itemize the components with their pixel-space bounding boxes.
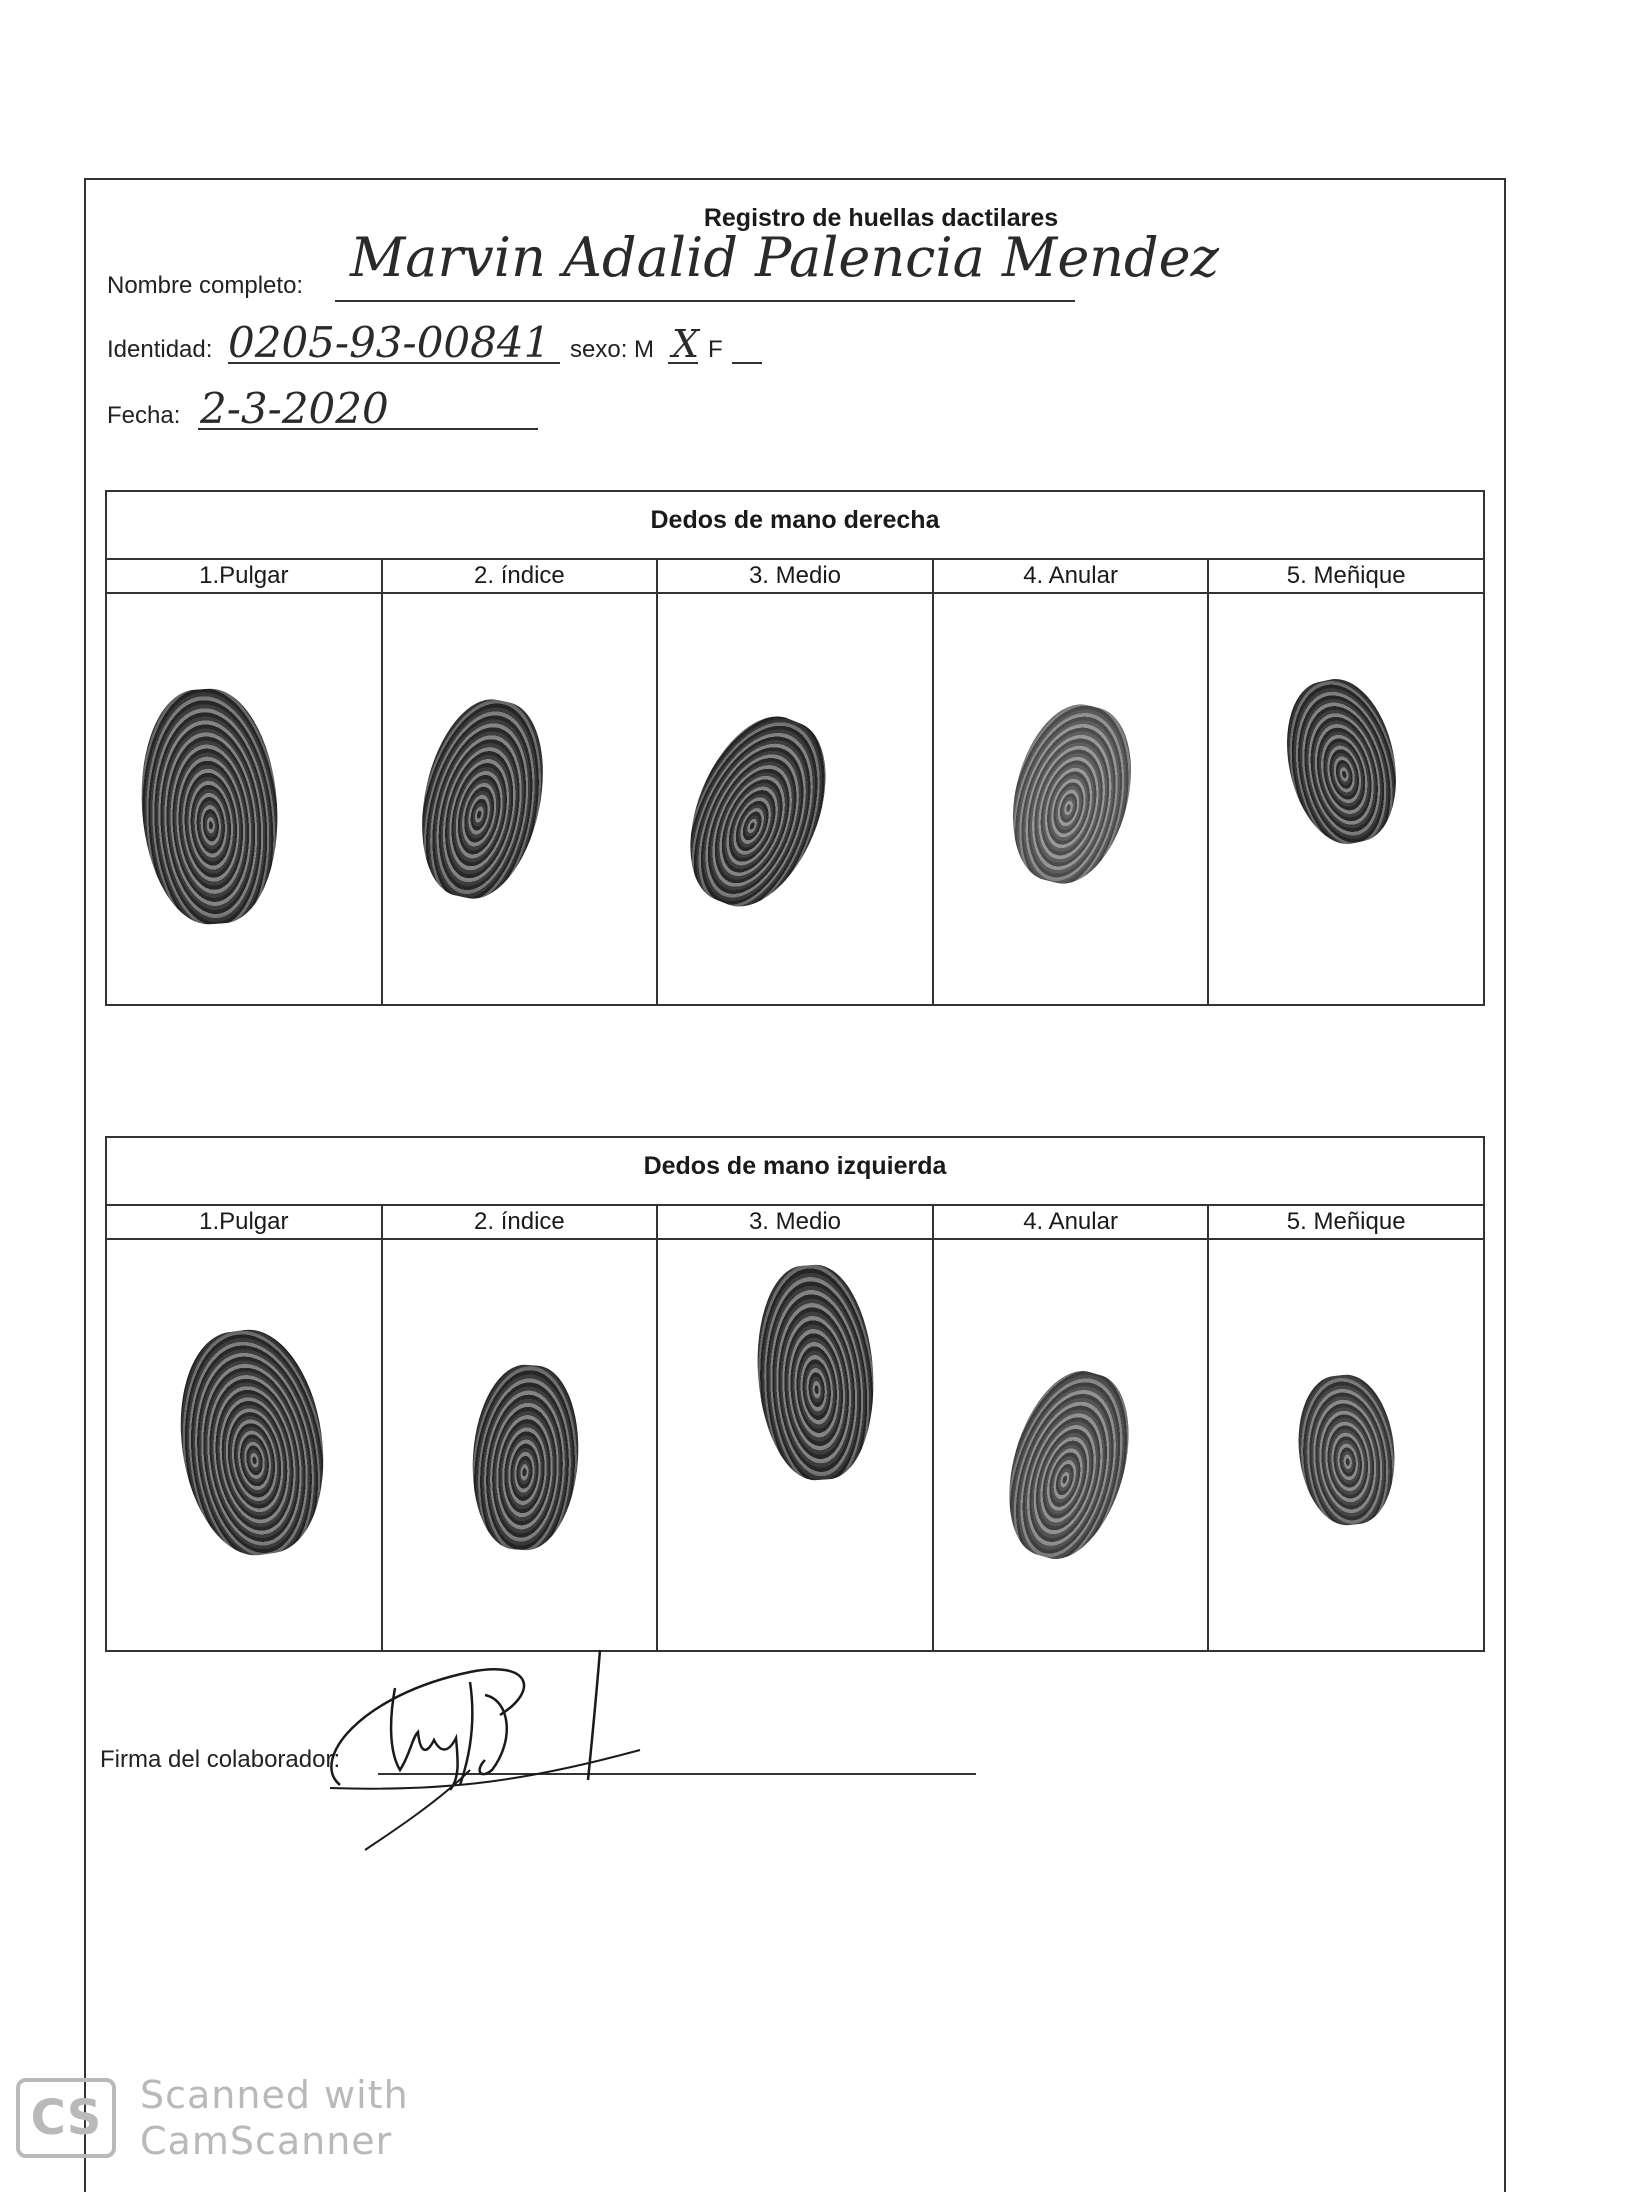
identity-label: Identidad: (107, 336, 213, 363)
right-ring-fingerprint (996, 693, 1148, 895)
sex-f-label: F (708, 336, 723, 363)
right-index-header: 2. índice (383, 560, 659, 592)
left-thumb-cell (107, 1240, 383, 1650)
left-little-header: 5. Meñique (1286, 1208, 1406, 1235)
left-index-header: 2. índice (383, 1206, 659, 1238)
right-hand-table (105, 490, 1485, 1006)
right-ring-cell (934, 594, 1210, 1004)
right-middle-cell (658, 594, 934, 1004)
left-little-cell (1209, 1240, 1483, 1650)
name-label: Nombre completo: (107, 272, 304, 299)
left-thumb-fingerprint (167, 1321, 337, 1563)
right-little-header: 5. Meñique (1286, 562, 1406, 589)
left-hand-finger-headers (107, 1206, 1483, 1240)
identity-underline (228, 362, 560, 364)
left-middle-header: 3. Medio (658, 1206, 934, 1238)
camscanner-logo: CS (16, 2078, 116, 2158)
right-middle-fingerprint (666, 699, 850, 925)
right-thumb-fingerprint (134, 685, 285, 929)
sex-f-underline (732, 362, 762, 364)
right-thumb-cell (107, 594, 383, 1004)
right-little-fingerprint (1273, 670, 1410, 853)
right-ring-header: 4. Anular (934, 560, 1210, 592)
right-little-cell (1209, 594, 1483, 1004)
left-index-fingerprint (466, 1362, 584, 1554)
camscanner-watermark (16, 2072, 409, 2164)
left-hand-prints (107, 1240, 1483, 1650)
date-value: 2-3-2020 (200, 384, 389, 433)
watermark-line-1: Scanned with (140, 2073, 409, 2117)
left-middle-cell (658, 1240, 934, 1650)
left-index-cell (383, 1240, 659, 1650)
left-middle-fingerprint (751, 1261, 881, 1483)
name-value: Marvin Adalid Palencia Mendez (350, 226, 1220, 289)
form-title: Registro de huellas dactilares (703, 204, 1059, 232)
right-index-cell (383, 594, 659, 1004)
right-thumb-header: 1.Pulgar (107, 560, 383, 592)
right-middle-header: 3. Medio (658, 560, 934, 592)
right-hand-finger-headers (107, 560, 1483, 594)
date-underline (198, 428, 538, 430)
identity-value: 0205-93-00841 (228, 318, 551, 367)
sex-m-underline (668, 362, 698, 364)
right-hand-title: Dedos de mano derecha (107, 492, 1483, 560)
date-label: Fecha: (107, 402, 181, 429)
left-thumb-header: 1.Pulgar (107, 1206, 383, 1238)
watermark-line-2: CamScanner (140, 2119, 393, 2163)
sex-label: sexo: M (570, 336, 655, 363)
right-index-fingerprint (405, 689, 559, 909)
signature-label: Firma del colaborador: (100, 1746, 341, 1773)
watermark-text (140, 2072, 409, 2164)
left-hand-title: Dedos de mano izquierda (107, 1138, 1483, 1206)
left-ring-fingerprint (990, 1359, 1148, 1572)
left-hand-table (105, 1136, 1485, 1652)
left-little-fingerprint (1292, 1370, 1402, 1529)
signature-drawing (300, 1620, 660, 1870)
sex-mark: X (672, 322, 700, 366)
right-hand-prints (107, 594, 1483, 1004)
left-ring-cell (934, 1240, 1210, 1650)
name-underline (335, 300, 1075, 302)
left-ring-header: 4. Anular (934, 1206, 1210, 1238)
